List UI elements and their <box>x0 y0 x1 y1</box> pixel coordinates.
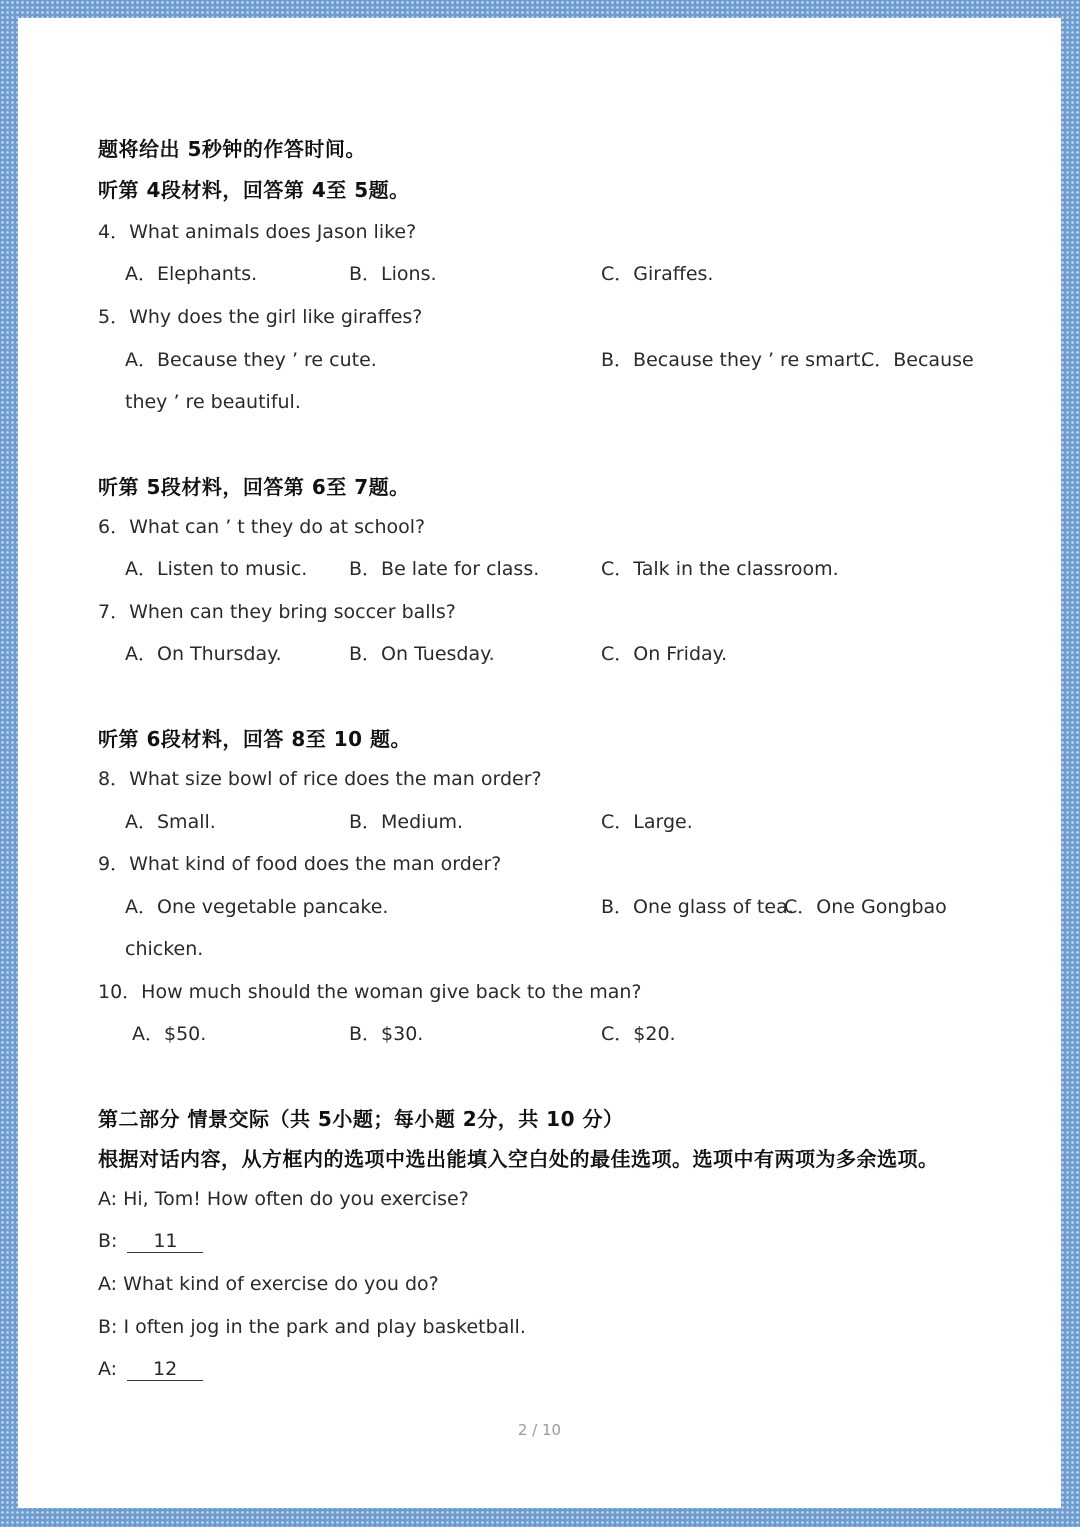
q8-option-c: C．Large. <box>601 811 693 833</box>
q5-option-a: A．Because they ’ re cute. <box>125 349 377 371</box>
section-heading-5: 听第 5段材料，回答第 6至 7题。 <box>98 475 410 499</box>
q4-option-b: B．Lions. <box>349 263 437 285</box>
q8-option-a: A．Small. <box>125 811 216 833</box>
q9-option-a: A．One vegetable pancake. <box>125 896 389 918</box>
q6-option-b: B．Be late for class. <box>349 558 540 580</box>
q10-option-a: A．$50. <box>132 1023 207 1045</box>
question-7: 7．When can they bring soccer balls? <box>98 601 456 623</box>
q5-option-b: B．Because they ’ re smart. <box>601 349 867 371</box>
blank-11[interactable]: 11 <box>127 1230 203 1253</box>
q4-option-a: A．Elephants. <box>125 263 258 285</box>
q10-option-c: C．$20. <box>601 1023 676 1045</box>
blank-12[interactable]: 12 <box>127 1358 203 1381</box>
q9-option-b: B．One glass of tea. <box>601 896 794 918</box>
section-heading-4: 听第 4段材料，回答第 4至 5题。 <box>98 178 410 202</box>
instruction-continued: 题将给出 5秒钟的作答时间。 <box>98 137 366 161</box>
q10-option-b: B．$30. <box>349 1023 424 1045</box>
question-5: 5．Why does the girl like giraffes? <box>98 306 423 328</box>
q4-option-c: C．Giraffes. <box>601 263 714 285</box>
dialogue-line-1: A: Hi, Tom! How often do you exercise? <box>98 1188 469 1210</box>
q6-option-a: A．Listen to music. <box>125 558 308 580</box>
q9-option-c: C．One Gongbao <box>784 896 947 918</box>
dialogue-line-4: B: I often jog in the park and play basketball. <box>98 1316 526 1338</box>
page-number: 2 / 10 <box>517 1421 562 1439</box>
speaker-label: B: <box>98 1230 118 1252</box>
question-4: 4．What animals does Jason like? <box>98 221 417 243</box>
q5-option-c-cont: they ’ re beautiful. <box>125 391 301 413</box>
section-heading-6: 听第 6段材料，回答 8至 10 题。 <box>98 727 412 751</box>
q8-option-b: B．Medium. <box>349 811 464 833</box>
question-8: 8．What size bowl of rice does the man order? <box>98 768 542 790</box>
q7-option-c: C．On Friday. <box>601 643 728 665</box>
part-two-heading: 第二部分 情景交际（共 5小题；每小题 2分，共 10 分） <box>98 1107 624 1131</box>
q5-option-c: C．Because <box>861 349 974 371</box>
part-two-instruction: 根据对话内容，从方框内的选项中选出能填入空白处的最佳选项。选项中有两项为多余选项。 <box>98 1147 939 1171</box>
q7-option-b: B．On Tuesday. <box>349 643 495 665</box>
speaker-label: A: <box>98 1358 118 1380</box>
q6-option-c: C．Talk in the classroom. <box>601 558 839 580</box>
q7-option-a: A．On Thursday. <box>125 643 282 665</box>
question-10: 10．How much should the woman give back to the man? <box>98 981 642 1003</box>
dialogue-line-2 <box>98 1228 203 1254</box>
exam-page <box>18 18 1061 1508</box>
dialogue-line-5 <box>98 1356 203 1382</box>
dialogue-line-3: A: What kind of exercise do you do? <box>98 1273 439 1295</box>
question-9: 9．What kind of food does the man order? <box>98 853 502 875</box>
q9-option-c-cont: chicken. <box>125 938 204 960</box>
question-6: 6．What can ’ t they do at school? <box>98 516 426 538</box>
